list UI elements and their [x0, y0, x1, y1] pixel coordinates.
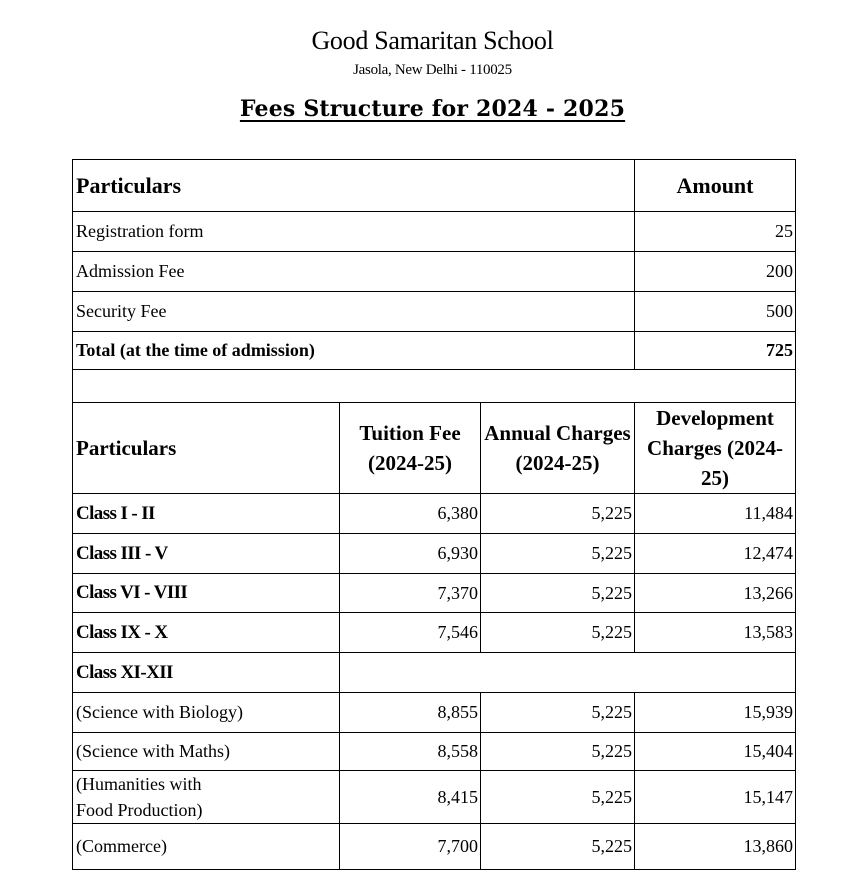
class-particulars-header: Particulars [73, 403, 340, 494]
development-value: 15,404 [635, 733, 796, 771]
tuition-fee-header: Tuition Fee (2024-25) [340, 403, 481, 494]
tuition-value: 7,546 [340, 613, 481, 653]
annual-value: 5,225 [481, 771, 635, 824]
development-value: 15,939 [635, 693, 796, 733]
document-title-text: Fees Structure for 2024 - 2025 [239, 96, 626, 122]
admission-header-row [73, 160, 796, 212]
table-row [73, 292, 796, 332]
development-value: 11,484 [635, 494, 796, 534]
admission-amount-header: Amount [635, 160, 796, 212]
senior-class-blank [340, 653, 796, 693]
tuition-value: 6,380 [340, 494, 481, 534]
development-value: 12,474 [635, 534, 796, 574]
tuition-value: 8,558 [340, 733, 481, 771]
annual-value: 5,225 [481, 613, 635, 653]
development-value: 13,583 [635, 613, 796, 653]
development-value: 13,266 [635, 574, 796, 613]
table-row [73, 212, 796, 252]
document-title [0, 96, 865, 122]
class-label: Class IX - X [73, 613, 340, 653]
table-row [73, 574, 796, 613]
school-name: Good Samaritan School [311, 26, 554, 55]
annual-value: 5,225 [481, 733, 635, 771]
tuition-value: 6,930 [340, 534, 481, 574]
annual-value: 5,225 [481, 574, 635, 613]
tuition-value: 7,700 [340, 824, 481, 870]
total-row [73, 332, 796, 370]
total-label: Total (at the time of admission) [73, 332, 635, 370]
tuition-value: 8,855 [340, 693, 481, 733]
stream-label: (Science with Biology) [73, 693, 340, 733]
class-label: Class I - II [73, 494, 340, 534]
annual-value: 5,225 [481, 534, 635, 574]
total-amount: 725 [635, 332, 796, 370]
admission-fee-amount: 200 [635, 252, 796, 292]
school-address: Jasola, New Delhi - 110025 [353, 62, 512, 78]
annual-value: 5,225 [481, 494, 635, 534]
registration-amount: 25 [635, 212, 796, 252]
tuition-value: 8,415 [340, 771, 481, 824]
annual-charges-header: Annual Charges (2024-25) [481, 403, 635, 494]
class-header-row [73, 403, 796, 494]
table-row [73, 613, 796, 653]
spacer-row [73, 370, 796, 403]
registration-label: Registration form [73, 212, 635, 252]
class-fees-table [72, 402, 796, 870]
table-row [73, 494, 796, 534]
table-row [73, 534, 796, 574]
development-charges-header: Development Charges (2024-25) [635, 403, 796, 494]
admission-particulars-header: Particulars [73, 160, 635, 212]
class-label: Class VI - VIII [73, 574, 340, 613]
table-row [73, 693, 796, 733]
class-label: Class III - V [73, 534, 340, 574]
table-row [73, 824, 796, 870]
security-fee-amount: 500 [635, 292, 796, 332]
admission-fees-table [72, 159, 796, 403]
senior-class-row [73, 653, 796, 693]
security-fee-label: Security Fee [73, 292, 635, 332]
development-value: 15,147 [635, 771, 796, 824]
stream-label: (Science with Maths) [73, 733, 340, 771]
stream-label: (Commerce) [73, 824, 340, 870]
admission-fee-label: Admission Fee [73, 252, 635, 292]
development-value: 13,860 [635, 824, 796, 870]
annual-value: 5,225 [481, 693, 635, 733]
spacer-cell [73, 370, 796, 403]
stream-label: (Humanities with Food Production) [73, 771, 340, 824]
table-row [73, 252, 796, 292]
senior-class-label: Class XI-XII [73, 653, 340, 693]
table-row [73, 733, 796, 771]
tuition-value: 7,370 [340, 574, 481, 613]
annual-value: 5,225 [481, 824, 635, 870]
table-row [73, 771, 796, 824]
